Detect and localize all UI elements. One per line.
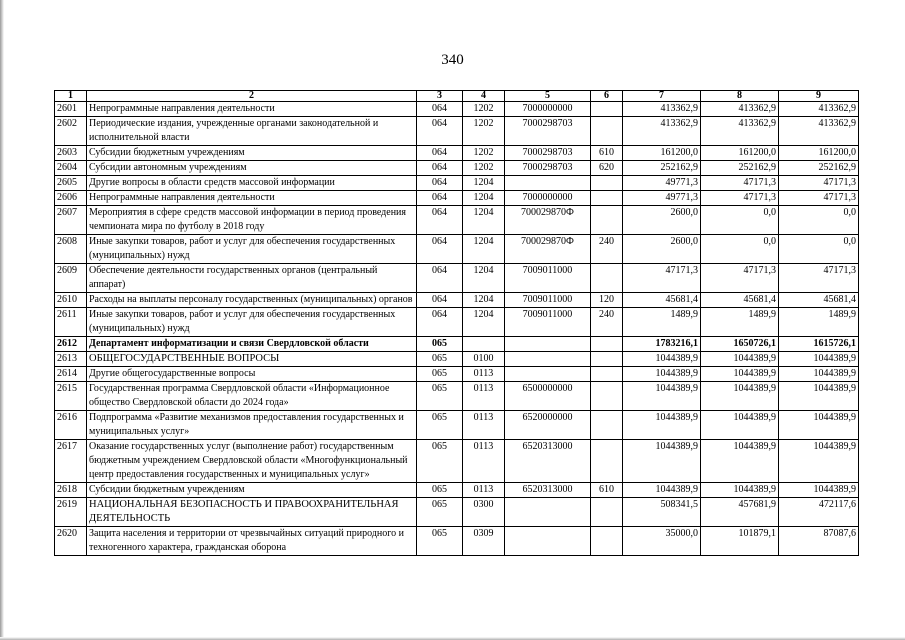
- row-amount-col7: 2600,0: [623, 235, 701, 264]
- row-ministry-code: 065: [417, 483, 463, 498]
- row-amount-col8: 45681,4: [701, 293, 779, 308]
- row-amount-col8: 0,0: [701, 206, 779, 235]
- row-ministry-code: 065: [417, 382, 463, 411]
- row-section-code: 1202: [463, 146, 505, 161]
- row-number: 2606: [55, 191, 87, 206]
- row-target-code: 7000000000: [505, 191, 591, 206]
- row-amount-col8: 1044389,9: [701, 352, 779, 367]
- table-row: [55, 102, 859, 117]
- row-amount-col9: 1044389,9: [779, 411, 859, 440]
- row-expense-type: 620: [591, 161, 623, 176]
- row-number: 2609: [55, 264, 87, 293]
- table-row: [55, 293, 859, 308]
- row-name: Расходы на выплаты персоналу государственных (муниципальных) органов: [87, 293, 417, 308]
- row-target-code: 7009011000: [505, 293, 591, 308]
- header-col-3: 3: [417, 91, 463, 102]
- row-ministry-code: 065: [417, 527, 463, 556]
- row-name: Подпрограмма «Развитие механизмов предоставления государственных и муниципальных услуг»: [87, 411, 417, 440]
- row-amount-col9: 1044389,9: [779, 367, 859, 382]
- row-amount-col7: 1044389,9: [623, 382, 701, 411]
- row-number: 2620: [55, 527, 87, 556]
- row-number: 2603: [55, 146, 87, 161]
- row-target-code: 6520313000: [505, 483, 591, 498]
- header-col-7: 7: [623, 91, 701, 102]
- row-expense-type: 610: [591, 483, 623, 498]
- row-ministry-code: 064: [417, 264, 463, 293]
- row-amount-col9: 1044389,9: [779, 483, 859, 498]
- row-name: Другие вопросы в области средств массовой информации: [87, 176, 417, 191]
- row-expense-type: [591, 191, 623, 206]
- row-amount-col9: 1489,9: [779, 308, 859, 337]
- table-row: [55, 483, 859, 498]
- row-name: Периодические издания, учрежденные органами законодательной и исполнительной власти: [87, 117, 417, 146]
- row-expense-type: [591, 176, 623, 191]
- row-section-code: 1204: [463, 264, 505, 293]
- row-ministry-code: 064: [417, 102, 463, 117]
- row-amount-col9: 1615726,1: [779, 337, 859, 352]
- budget-table: [54, 90, 859, 556]
- row-section-code: 1202: [463, 161, 505, 176]
- row-amount-col8: 101879,1: [701, 527, 779, 556]
- row-target-code: 6520000000: [505, 411, 591, 440]
- row-amount-col8: 1650726,1: [701, 337, 779, 352]
- row-name: Субсидии бюджетным учреждениям: [87, 483, 417, 498]
- row-section-code: 0113: [463, 483, 505, 498]
- row-name: Мероприятия в сфере средств массовой информации в период проведения чемпионата мира по футболу в 2018 году: [87, 206, 417, 235]
- table-row: [55, 161, 859, 176]
- row-expense-type: [591, 440, 623, 483]
- table-row: [55, 235, 859, 264]
- row-target-code: 6500000000: [505, 382, 591, 411]
- row-amount-col9: 413362,9: [779, 102, 859, 117]
- row-target-code: 7000298703: [505, 161, 591, 176]
- row-ministry-code: 065: [417, 337, 463, 352]
- row-amount-col8: 413362,9: [701, 117, 779, 146]
- row-name: Департамент информатизации и связи Свердловской области: [87, 337, 417, 352]
- row-amount-col8: 0,0: [701, 235, 779, 264]
- row-number: 2607: [55, 206, 87, 235]
- row-amount-col9: 47171,3: [779, 264, 859, 293]
- table-body: [55, 102, 859, 556]
- row-name: Субсидии автономным учреждениям: [87, 161, 417, 176]
- row-number: 2601: [55, 102, 87, 117]
- table-row: [55, 440, 859, 483]
- row-number: 2618: [55, 483, 87, 498]
- row-section-code: 1204: [463, 308, 505, 337]
- row-amount-col8: 413362,9: [701, 102, 779, 117]
- row-amount-col9: 45681,4: [779, 293, 859, 308]
- row-ministry-code: 065: [417, 440, 463, 483]
- row-ministry-code: 064: [417, 235, 463, 264]
- row-target-code: [505, 527, 591, 556]
- row-expense-type: [591, 206, 623, 235]
- row-amount-col8: 1489,9: [701, 308, 779, 337]
- page-number: 340: [441, 52, 464, 68]
- row-ministry-code: 064: [417, 308, 463, 337]
- row-name: Государственная программа Свердловской области «Информационное общество Свердловской области до 2024 года»: [87, 382, 417, 411]
- row-target-code: [505, 498, 591, 527]
- row-amount-col9: 252162,9: [779, 161, 859, 176]
- row-amount-col7: 1044389,9: [623, 367, 701, 382]
- row-amount-col7: 413362,9: [623, 102, 701, 117]
- table-row: [55, 367, 859, 382]
- row-amount-col8: 252162,9: [701, 161, 779, 176]
- row-name: НАЦИОНАЛЬНАЯ БЕЗОПАСНОСТЬ И ПРАВООХРАНИТЕЛЬНАЯ ДЕЯТЕЛЬНОСТЬ: [87, 498, 417, 527]
- row-amount-col8: 47171,3: [701, 176, 779, 191]
- row-amount-col9: 87087,6: [779, 527, 859, 556]
- row-amount-col7: 1044389,9: [623, 483, 701, 498]
- row-amount-col7: 35000,0: [623, 527, 701, 556]
- row-expense-type: [591, 102, 623, 117]
- header-col-9: 9: [779, 91, 859, 102]
- row-expense-type: 240: [591, 308, 623, 337]
- row-target-code: 7000298703: [505, 117, 591, 146]
- row-target-code: 700029870Ф: [505, 206, 591, 235]
- row-section-code: 0309: [463, 527, 505, 556]
- header-col-2: 2: [87, 91, 417, 102]
- row-amount-col7: 1044389,9: [623, 352, 701, 367]
- row-ministry-code: 064: [417, 293, 463, 308]
- row-ministry-code: 064: [417, 176, 463, 191]
- row-expense-type: [591, 117, 623, 146]
- row-amount-col7: 161200,0: [623, 146, 701, 161]
- row-ministry-code: 065: [417, 498, 463, 527]
- row-number: 2612: [55, 337, 87, 352]
- row-number: 2616: [55, 411, 87, 440]
- scan-edge-left: [0, 0, 4, 640]
- row-section-code: 1202: [463, 117, 505, 146]
- row-amount-col8: 1044389,9: [701, 440, 779, 483]
- row-amount-col9: 1044389,9: [779, 440, 859, 483]
- row-amount-col7: 1044389,9: [623, 440, 701, 483]
- row-amount-col7: 49771,3: [623, 176, 701, 191]
- table-row: [55, 206, 859, 235]
- row-section-code: 0113: [463, 440, 505, 483]
- table-row: [55, 352, 859, 367]
- row-number: 2617: [55, 440, 87, 483]
- row-target-code: 7009011000: [505, 264, 591, 293]
- row-target-code: 7000000000: [505, 102, 591, 117]
- row-ministry-code: 064: [417, 117, 463, 146]
- header-col-4: 4: [463, 91, 505, 102]
- row-name: Другие общегосударственные вопросы: [87, 367, 417, 382]
- row-section-code: 0113: [463, 382, 505, 411]
- row-section-code: 1204: [463, 191, 505, 206]
- row-amount-col7: 47171,3: [623, 264, 701, 293]
- row-ministry-code: 065: [417, 411, 463, 440]
- row-section-code: 1202: [463, 102, 505, 117]
- row-amount-col9: 413362,9: [779, 117, 859, 146]
- header-col-1: 1: [55, 91, 87, 102]
- row-ministry-code: 065: [417, 367, 463, 382]
- row-target-code: [505, 337, 591, 352]
- row-amount-col9: 161200,0: [779, 146, 859, 161]
- row-expense-type: 610: [591, 146, 623, 161]
- row-section-code: 1204: [463, 235, 505, 264]
- row-name: Непрограммные направления деятельности: [87, 191, 417, 206]
- row-expense-type: 240: [591, 235, 623, 264]
- row-name: Иные закупки товаров, работ и услуг для обеспечения государственных (муниципальных) нужд: [87, 235, 417, 264]
- row-section-code: 0300: [463, 498, 505, 527]
- row-amount-col8: 1044389,9: [701, 367, 779, 382]
- row-amount-col9: 472117,6: [779, 498, 859, 527]
- row-amount-col9: 1044389,9: [779, 382, 859, 411]
- row-target-code: 6520313000: [505, 440, 591, 483]
- row-amount-col7: 252162,9: [623, 161, 701, 176]
- row-number: 2604: [55, 161, 87, 176]
- row-amount-col7: 49771,3: [623, 191, 701, 206]
- row-amount-col8: 457681,9: [701, 498, 779, 527]
- row-amount-col7: 45681,4: [623, 293, 701, 308]
- row-number: 2614: [55, 367, 87, 382]
- row-number: 2605: [55, 176, 87, 191]
- row-section-code: 1204: [463, 176, 505, 191]
- table-row: [55, 146, 859, 161]
- row-expense-type: [591, 352, 623, 367]
- table-row: [55, 498, 859, 527]
- row-name: Непрограммные направления деятельности: [87, 102, 417, 117]
- table-row: [55, 117, 859, 146]
- row-amount-col9: 1044389,9: [779, 352, 859, 367]
- table-header-row: [55, 91, 859, 102]
- row-amount-col8: 161200,0: [701, 146, 779, 161]
- row-section-code: 1204: [463, 206, 505, 235]
- row-expense-type: [591, 498, 623, 527]
- row-target-code: [505, 176, 591, 191]
- table-row: [55, 308, 859, 337]
- header-col-8: 8: [701, 91, 779, 102]
- row-name: Защита населения и территории от чрезвычайных ситуаций природного и техногенного характера, гражданская оборона: [87, 527, 417, 556]
- row-section-code: [463, 337, 505, 352]
- row-amount-col9: 47171,3: [779, 176, 859, 191]
- row-ministry-code: 065: [417, 352, 463, 367]
- header-col-6: 6: [591, 91, 623, 102]
- row-name: Обеспечение деятельности государственных органов (центральный аппарат): [87, 264, 417, 293]
- row-amount-col8: 47171,3: [701, 191, 779, 206]
- table-row: [55, 382, 859, 411]
- row-section-code: 0113: [463, 411, 505, 440]
- row-section-code: 1204: [463, 293, 505, 308]
- row-amount-col9: 0,0: [779, 235, 859, 264]
- row-target-code: [505, 367, 591, 382]
- row-expense-type: [591, 382, 623, 411]
- row-number: 2615: [55, 382, 87, 411]
- row-expense-type: 120: [591, 293, 623, 308]
- table-row: [55, 191, 859, 206]
- row-amount-col7: 1044389,9: [623, 411, 701, 440]
- row-target-code: 7009011000: [505, 308, 591, 337]
- row-amount-col7: 413362,9: [623, 117, 701, 146]
- row-ministry-code: 064: [417, 206, 463, 235]
- row-number: 2619: [55, 498, 87, 527]
- header-col-5: 5: [505, 91, 591, 102]
- table-row: [55, 176, 859, 191]
- row-amount-col8: 1044389,9: [701, 382, 779, 411]
- row-name: Субсидии бюджетным учреждениям: [87, 146, 417, 161]
- row-ministry-code: 064: [417, 146, 463, 161]
- row-expense-type: [591, 337, 623, 352]
- row-number: 2611: [55, 308, 87, 337]
- row-amount-col9: 47171,3: [779, 191, 859, 206]
- row-number: 2610: [55, 293, 87, 308]
- row-amount-col7: 508341,5: [623, 498, 701, 527]
- row-section-code: 0100: [463, 352, 505, 367]
- row-expense-type: [591, 411, 623, 440]
- row-name: Иные закупки товаров, работ и услуг для обеспечения государственных (муниципальных) нужд: [87, 308, 417, 337]
- row-amount-col7: 2600,0: [623, 206, 701, 235]
- row-amount-col7: 1783216,1: [623, 337, 701, 352]
- row-expense-type: [591, 527, 623, 556]
- table-row: [55, 337, 859, 352]
- row-expense-type: [591, 264, 623, 293]
- row-name: ОБЩЕГОСУДАРСТВЕННЫЕ ВОПРОСЫ: [87, 352, 417, 367]
- row-name: Оказание государственных услуг (выполнение работ) государственным бюджетным учреждением Свердловской области «Многофункциональный центр предоставления государственных и муниципальных услуг»: [87, 440, 417, 483]
- row-amount-col8: 1044389,9: [701, 483, 779, 498]
- row-number: 2608: [55, 235, 87, 264]
- row-target-code: 7000298703: [505, 146, 591, 161]
- row-amount-col8: 47171,3: [701, 264, 779, 293]
- row-expense-type: [591, 367, 623, 382]
- table-row: [55, 527, 859, 556]
- row-amount-col7: 1489,9: [623, 308, 701, 337]
- table-row: [55, 264, 859, 293]
- row-target-code: 700029870Ф: [505, 235, 591, 264]
- row-amount-col9: 0,0: [779, 206, 859, 235]
- table-row: [55, 411, 859, 440]
- row-amount-col8: 1044389,9: [701, 411, 779, 440]
- row-target-code: [505, 352, 591, 367]
- row-number: 2602: [55, 117, 87, 146]
- row-ministry-code: 064: [417, 161, 463, 176]
- row-number: 2613: [55, 352, 87, 367]
- row-section-code: 0113: [463, 367, 505, 382]
- row-ministry-code: 064: [417, 191, 463, 206]
